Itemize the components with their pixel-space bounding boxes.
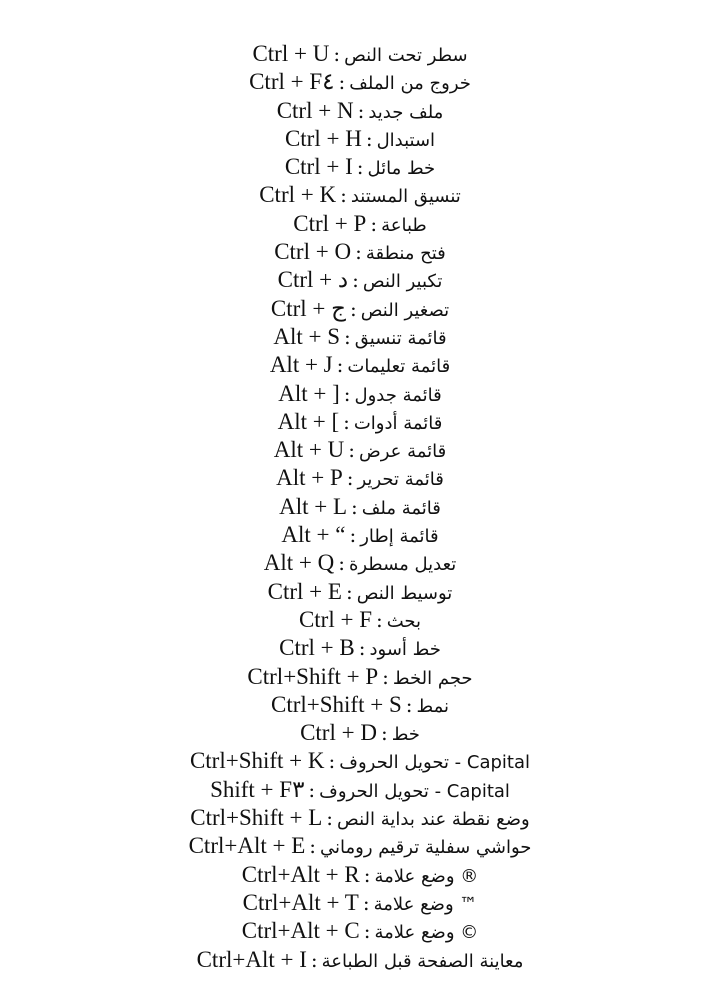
shortcut-separator: : bbox=[349, 523, 357, 548]
shortcut-keys: Ctrl+Alt + E bbox=[188, 833, 306, 859]
shortcut-description: طباعة bbox=[381, 214, 427, 236]
shortcut-keys: Ctrl + O bbox=[274, 239, 352, 265]
shortcut-description: فتح منطقة bbox=[365, 243, 446, 265]
shortcut-keys: Alt + ] bbox=[278, 380, 340, 406]
shortcut-line bbox=[0, 436, 720, 464]
shortcut-separator: : bbox=[363, 919, 371, 944]
shortcut-description: قائمة تعليمات bbox=[347, 356, 451, 378]
shortcut-line bbox=[0, 380, 720, 408]
shortcut-description: خط مائل bbox=[367, 158, 436, 180]
shortcut-separator: : bbox=[333, 42, 341, 66]
shortcut-keys: Alt + “ bbox=[281, 522, 346, 548]
shortcut-description: سطر تحت النص bbox=[344, 45, 468, 66]
shortcut-separator: : bbox=[405, 692, 413, 717]
shortcut-line bbox=[0, 295, 720, 323]
shortcut-line bbox=[0, 521, 720, 549]
shortcut-keys: Alt + P bbox=[276, 465, 343, 491]
shortcut-description: وضع نقطة عند بداية النص bbox=[337, 809, 530, 831]
shortcut-keys: Ctrl+Shift + K bbox=[189, 748, 325, 774]
shortcut-separator: : bbox=[380, 721, 388, 746]
shortcut-keys: Alt + J bbox=[269, 352, 333, 378]
shortcut-line bbox=[0, 917, 720, 945]
shortcut-description: معاينة الصفحة قبل الطباعة bbox=[321, 950, 524, 972]
shortcut-description: خط أسود bbox=[369, 639, 441, 661]
shortcut-line bbox=[0, 266, 720, 294]
shortcut-keys: Ctrl + F bbox=[298, 606, 372, 632]
shortcut-separator: : bbox=[346, 466, 354, 491]
shortcut-separator: : bbox=[355, 240, 362, 265]
shortcut-line bbox=[0, 238, 720, 266]
shortcut-separator: : bbox=[382, 664, 389, 689]
shortcut-description: قائمة إطار bbox=[360, 526, 439, 548]
shortcut-line bbox=[0, 946, 720, 974]
shortcut-line bbox=[0, 832, 720, 860]
shortcut-keys: Ctrl + K bbox=[259, 182, 337, 208]
shortcut-separator: : bbox=[356, 155, 364, 180]
shortcut-description: نمط bbox=[416, 695, 449, 717]
shortcut-separator: : bbox=[308, 777, 316, 802]
shortcut-keys: Ctrl + N bbox=[276, 97, 354, 123]
shortcut-description: خروج من الملف bbox=[349, 73, 471, 95]
shortcut-keys: Ctrl + H bbox=[284, 125, 362, 151]
shortcut-separator: : bbox=[370, 211, 378, 236]
shortcut-keys: Ctrl + F٤ bbox=[249, 69, 335, 95]
shortcut-line bbox=[0, 125, 720, 153]
shortcut-line bbox=[0, 861, 720, 889]
shortcut-keys: Alt + S bbox=[273, 323, 341, 349]
shortcut-keys: Ctrl + D bbox=[300, 720, 377, 746]
shortcut-keys: Ctrl + ج bbox=[270, 295, 346, 321]
shortcut-keys: Ctrl + P bbox=[293, 210, 367, 236]
shortcut-separator: : bbox=[351, 494, 358, 519]
shortcut-keys: Ctrl+Shift + S bbox=[270, 691, 402, 717]
shortcut-line bbox=[0, 181, 720, 209]
shortcut-description: استبدال bbox=[376, 129, 436, 151]
shortcut-description: خط bbox=[391, 724, 420, 746]
shortcut-keys: Ctrl+Alt + T bbox=[242, 889, 359, 915]
shortcut-keys: Ctrl+Alt + R bbox=[241, 861, 360, 887]
shortcut-keys: Ctrl + U bbox=[252, 41, 330, 66]
shortcut-line bbox=[0, 40, 720, 68]
shortcut-description: حجم الخط bbox=[392, 667, 473, 689]
shortcut-list bbox=[0, 40, 720, 974]
shortcut-line bbox=[0, 776, 720, 804]
shortcut-separator: : bbox=[363, 862, 371, 887]
shortcut-keys: Ctrl + E bbox=[267, 578, 342, 604]
shortcut-keys: Ctrl + B bbox=[279, 635, 355, 661]
shortcut-description: حواشي سفلية ترقيم روماني bbox=[320, 837, 532, 859]
shortcut-description: بحث bbox=[386, 610, 422, 632]
shortcut-keys: Alt + [ bbox=[277, 408, 340, 434]
shortcut-line bbox=[0, 549, 720, 577]
shortcut-line bbox=[0, 889, 720, 917]
shortcut-line bbox=[0, 153, 720, 181]
shortcut-separator: : bbox=[357, 98, 365, 123]
shortcut-keys: Alt + U bbox=[273, 437, 345, 463]
shortcut-separator: : bbox=[344, 324, 351, 349]
shortcut-keys: Ctrl+Alt + I bbox=[196, 946, 307, 972]
shortcut-separator: : bbox=[375, 607, 383, 632]
shortcut-description: ™ وضع علامة bbox=[373, 893, 478, 915]
shortcut-keys: Ctrl + د bbox=[277, 267, 349, 293]
shortcut-keys: Ctrl + I bbox=[284, 154, 353, 180]
shortcut-description: تصغير النص bbox=[360, 299, 450, 321]
shortcut-keys: Alt + Q bbox=[263, 550, 335, 576]
shortcut-line bbox=[0, 747, 720, 775]
shortcut-keys: Ctrl+Shift + L bbox=[190, 805, 323, 831]
shortcut-description: قائمة أدوات bbox=[353, 412, 443, 434]
shortcut-line bbox=[0, 663, 720, 691]
shortcut-description: قائمة عرض bbox=[358, 441, 447, 463]
shortcut-description: قائمة تنسيق bbox=[354, 327, 447, 349]
shortcut-line bbox=[0, 351, 720, 379]
shortcut-separator: : bbox=[365, 126, 373, 151]
shortcut-separator: : bbox=[358, 636, 366, 661]
shortcut-line bbox=[0, 578, 720, 606]
shortcut-description: ® وضع علامة bbox=[374, 865, 479, 887]
shortcut-separator: : bbox=[343, 409, 350, 434]
shortcut-separator: : bbox=[328, 749, 336, 774]
shortcut-line bbox=[0, 464, 720, 492]
shortcut-description: ملف جديد bbox=[368, 101, 444, 123]
shortcut-separator: : bbox=[343, 381, 351, 406]
shortcut-line bbox=[0, 634, 720, 662]
shortcut-line bbox=[0, 68, 720, 96]
shortcut-description: © وضع علامة bbox=[374, 922, 479, 944]
shortcut-keys: Alt + L bbox=[279, 493, 348, 519]
shortcut-line bbox=[0, 210, 720, 238]
shortcut-line bbox=[0, 97, 720, 125]
shortcut-separator: : bbox=[345, 579, 353, 604]
shortcut-separator: : bbox=[326, 806, 334, 831]
shortcut-description: تكبير النص bbox=[362, 271, 443, 293]
shortcut-keys: Ctrl+Shift + P bbox=[247, 663, 379, 689]
shortcut-description: Capital - تحويل الحروف bbox=[339, 752, 531, 774]
shortcut-separator: : bbox=[310, 947, 318, 972]
shortcut-description: تنسيق المستند bbox=[350, 186, 461, 208]
shortcut-separator: : bbox=[348, 438, 355, 463]
shortcut-line bbox=[0, 804, 720, 832]
shortcut-description: قائمة جدول bbox=[354, 384, 442, 406]
shortcut-separator: : bbox=[338, 70, 346, 95]
shortcut-line bbox=[0, 493, 720, 521]
shortcut-description: تعديل مسطرة bbox=[348, 554, 457, 576]
shortcut-separator: : bbox=[336, 353, 344, 378]
shortcut-separator: : bbox=[340, 183, 347, 208]
shortcut-description: قائمة ملف bbox=[361, 497, 441, 519]
shortcut-line bbox=[0, 323, 720, 351]
shortcut-description: قائمة تحرير bbox=[357, 469, 444, 491]
shortcut-line bbox=[0, 719, 720, 747]
shortcut-separator: : bbox=[309, 834, 317, 859]
shortcut-line bbox=[0, 691, 720, 719]
shortcut-separator: : bbox=[362, 890, 370, 915]
shortcut-line bbox=[0, 606, 720, 634]
shortcut-separator: : bbox=[350, 296, 357, 321]
shortcut-description: Capital - تحويل الحروف bbox=[319, 780, 510, 802]
shortcut-keys: Ctrl+Alt + C bbox=[241, 918, 360, 944]
shortcut-separator: : bbox=[352, 268, 359, 293]
shortcut-keys: Shift + F٣ bbox=[210, 776, 305, 802]
shortcut-description: توسيط النص bbox=[356, 582, 453, 604]
shortcut-separator: : bbox=[338, 551, 345, 576]
shortcut-line bbox=[0, 408, 720, 436]
